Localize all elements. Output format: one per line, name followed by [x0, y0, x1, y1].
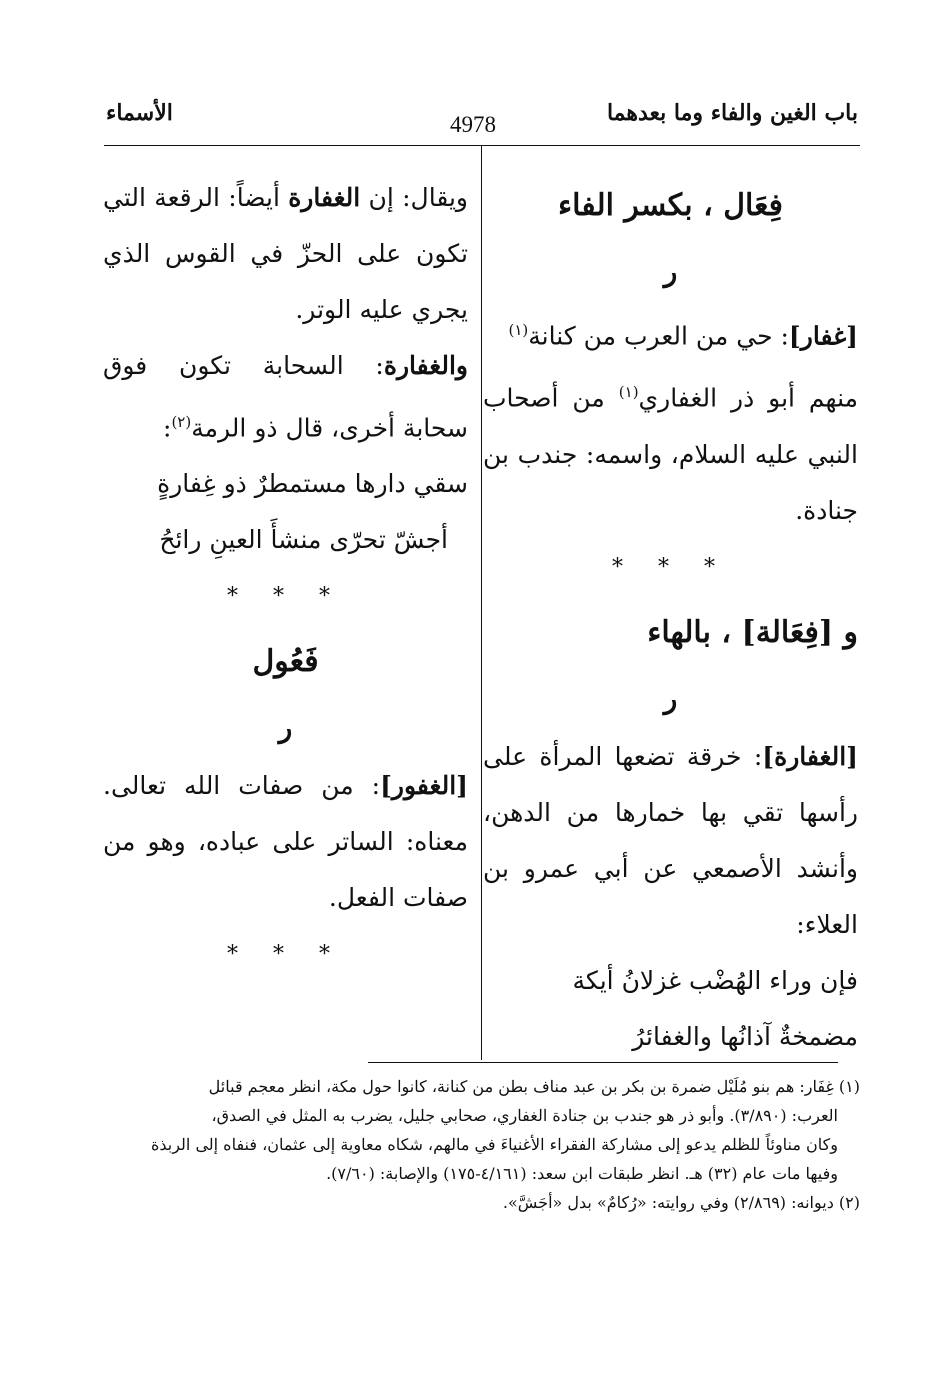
header-chapter-title: باب الغين والفاء وما بعدهما	[606, 100, 858, 126]
entry-label: [الغفور]	[380, 771, 468, 801]
root-letter: ر	[278, 711, 293, 745]
footnotes	[100, 1072, 860, 1217]
footnote-1-line: وكان مناوئاً للظلم يدعو إلى مشاركة الفقراء الأغنياءَ في مالهم، شكاه معاوية إلى عثمان، فنفاه إلى الربذة	[150, 1135, 838, 1154]
entry-text: من أصحاب النبي عليه السلام، واسمه: جندب بن جنادة.	[483, 383, 858, 525]
verse-line-2: أجشّ تحرّى منشأَ العينِ رائحُ	[159, 525, 448, 555]
entry-heading-faool: فَعُول	[252, 644, 319, 680]
footnote-divider	[368, 1062, 838, 1063]
page-number: 4978	[450, 112, 496, 137]
section-separator: * * *	[227, 942, 344, 968]
entry-text: : السحابة تكون فوق سحابة أخرى، قال ذو الرمة	[103, 351, 468, 443]
verse-line-2: مضمخةٌ آذانُها والغفائرُ	[632, 1021, 858, 1051]
entry-label: [غفار]	[788, 321, 858, 351]
entry-ghifara-cloud	[103, 338, 468, 456]
root-letter: ر	[663, 681, 678, 715]
section-separator: * * *	[612, 554, 729, 580]
header-section-title: الأسماء	[106, 100, 173, 126]
footnote-1-line: العرب: (٣/٨٩٠). وأبو ذر هو جندب بن جنادة الغفاري، صحابي جليل، يضرب به المثل في الصدق،	[211, 1106, 838, 1125]
right-column	[483, 170, 858, 1065]
header-divider	[104, 145, 860, 146]
entry-ghafoor	[103, 758, 468, 926]
entry-label: الغفارة	[288, 183, 361, 212]
verse-line-1: سقي دارها مستمطرٌ ذو غِفارةٍ	[157, 469, 468, 499]
entry-text: ويقال: إن	[360, 183, 468, 212]
footnote-1-line: وفيها مات عام (٣٢) هـ. انظر طبقات ابن سعد: (٤/١٦١-١٧٥) والإصابة: (٧/٦٠).	[326, 1164, 838, 1183]
footnote-ref: (١)	[508, 321, 529, 339]
entry-ghifara	[483, 729, 858, 953]
entry-text: : حي من العرب من كنانة	[528, 321, 789, 351]
entry-label: والغفارة	[383, 351, 468, 380]
left-column	[103, 170, 468, 984]
entry-text: : خرقة تضعها المرأة على رأسها تقي بها خمارها من الدهن، وأنشد الأصمعي عن أبي عمرو بن العلاء:	[483, 741, 858, 939]
entry-label: [الغفارة]	[762, 741, 858, 771]
footnote-1-line: (١) غِفَار: هم بنو مُلَيْل ضمرة بن بكر بن عبد مناف بطن من كنانة، كانوا حول مكة، انظر معجم قبائل	[208, 1077, 860, 1096]
entry-abu-dhar	[483, 364, 858, 538]
footnote-2: (٢) ديوانه: (٢/٨٦٩) وفي روايته: «رُكامٌ» بدل «أجَشَّ».	[502, 1193, 860, 1212]
entry-text: :	[163, 413, 172, 443]
entry-heading-fiaala: و [فِعَالة] ، بالهاء	[647, 614, 858, 650]
entry-ghifara-patch	[103, 170, 468, 338]
entry-heading-fiaal: فِعَال ، بكسر الفاء	[558, 188, 783, 223]
section-separator: * * *	[227, 584, 344, 610]
entry-text: أيضاً: الرقعة التي تكون على الحزّ في القوس الذي يجري عليه الوتر.	[103, 183, 468, 324]
entry-text: منهم أبو ذر الغفاري	[638, 383, 858, 413]
entry-ghifar	[483, 302, 858, 364]
column-divider	[481, 146, 482, 1060]
root-letter: ر	[663, 255, 678, 288]
footnote-ref: (٢)	[171, 413, 192, 431]
verse-line-1: فإن وراء الهُضْب غزلانُ أيكة	[572, 965, 858, 995]
entry-text: : من صفات الله تعالى. معناه: الساتر على عباده، وهو من صفات الفعل.	[103, 771, 468, 913]
footnote-ref: (١)	[618, 383, 639, 402]
